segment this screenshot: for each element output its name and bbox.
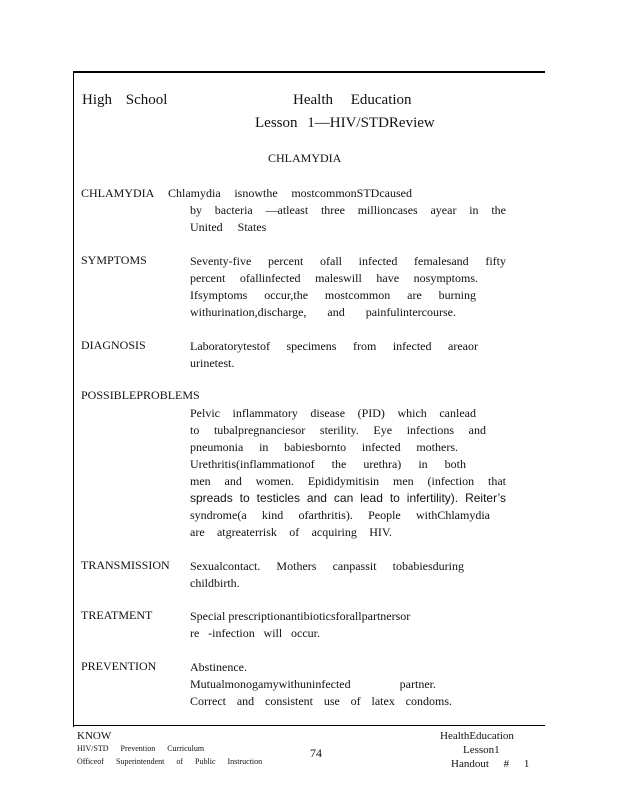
body-line: Urethritis(inflammationof the urethra) in both	[190, 457, 466, 471]
body-line: percent ofallinfected maleswill have nosymptoms.	[190, 271, 478, 285]
body-line: urinetest.	[190, 356, 235, 370]
chlamydia-first-line: Chlamydia isnowthe mostcommonSTDcaused	[168, 186, 412, 200]
lesson-title: Lesson 1—HIV/STDReview	[255, 115, 435, 131]
section-body-diagnosis	[190, 338, 506, 372]
section-label-prevention: PREVENTION	[81, 659, 157, 673]
body-line: syndrome(a kind ofarthritis). People withChlamydia	[190, 508, 490, 522]
section-body-transmission	[190, 558, 506, 592]
page-number: 74	[310, 746, 322, 760]
section-body-prevention	[190, 659, 506, 710]
body-line: by bacteria —atleast three millioncases ayear in the	[190, 203, 506, 217]
body-line: Laboratorytestof specimens from infected areaor	[190, 339, 478, 353]
section-body-symptoms	[190, 253, 506, 321]
section-label-possible-problems: POSSIBLEPROBLEMS	[81, 388, 200, 402]
footer-office: Officeof Superintendent of Public Instruction	[77, 757, 263, 766]
footer-handout: Handout # 1	[451, 758, 530, 770]
footer-program: HIV/STD Prevention Curriculum	[77, 744, 205, 753]
body-line: men and women. Epididymitisin men (infection that	[190, 474, 506, 488]
body-line: to tubalpregnanciesor sterility. Eye infections and	[190, 423, 486, 437]
body-line: Seventy-five percent ofall infected femalesand fifty	[190, 254, 506, 268]
section-label-symptoms: SYMPTOMS	[81, 253, 147, 267]
section-label-chlamydia: CHLAMYDIA	[81, 186, 155, 200]
footer-lesson: Lesson1	[463, 744, 500, 756]
section-body-treatment	[190, 608, 506, 642]
footer-course: HealthEducation	[440, 730, 514, 742]
section-body-possible-problems	[190, 405, 506, 541]
body-line: Correct and consistent use of latex condoms.	[190, 694, 452, 708]
section-title: CHLAMYDIA	[268, 151, 342, 165]
body-line: withurination,discharge, and painfulintercourse.	[190, 305, 456, 319]
school-level: High School	[82, 92, 168, 108]
section-body-chlamydia	[190, 202, 506, 236]
body-line: United States	[190, 220, 267, 234]
body-line: Special prescriptionantibioticsforallpartnersor	[190, 609, 411, 623]
body-line: Sexualcontact. Mothers canpassit tobabiesduring	[190, 559, 464, 573]
body-line: spreads to testicles and can lead to infertility). Reiter’s	[190, 491, 506, 505]
body-line: are atgreaterrisk of acquiring HIV.	[190, 525, 392, 539]
body-line: pneumonia in babiesbornto infected mothers.	[190, 440, 458, 454]
left-rule	[73, 71, 74, 727]
body-line: Pelvic inflammatory disease (PID) which canlead	[190, 406, 476, 420]
subject-title: Health Education	[293, 92, 412, 108]
top-rule	[73, 71, 545, 73]
footer-know: KNOW	[77, 730, 112, 742]
section-label-treatment: TREATMENT	[81, 608, 153, 622]
body-line: re -infection will occur.	[190, 626, 320, 640]
body-line: Mutualmonogamywithuninfected partner.	[190, 677, 436, 691]
bottom-rule	[73, 725, 545, 726]
body-line: Abstinence.	[190, 660, 247, 674]
section-label-diagnosis: DIAGNOSIS	[81, 338, 146, 352]
body-line: Ifsymptoms occur,the mostcommon are burning	[190, 288, 476, 302]
body-line: childbirth.	[190, 576, 240, 590]
section-label-transmission: TRANSMISSION	[81, 558, 170, 572]
